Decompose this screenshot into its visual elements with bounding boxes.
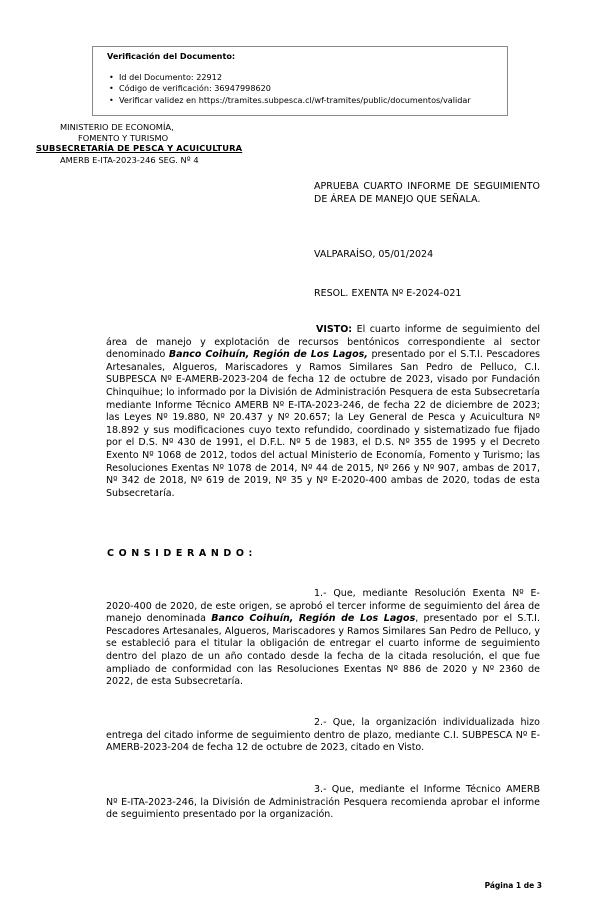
- considerando-paragraph-1: [106, 588, 540, 689]
- p1-text-a: 1.- Que, mediante Resolución Exenta Nº E-2020-400 de 2020, de este origen, se aprobó el tercer informe de seguimiento del área de manejo denominada: [106, 588, 540, 625]
- considerando-heading: CONSIDERANDO:: [107, 548, 257, 559]
- amerb-reference: AMERB E-ITA-2023-246 SEG. Nº 4: [60, 155, 199, 165]
- verification-link[interactable]: • Verificar validez en https://tramites.subpesca.cl/wf-tramites/public/documentos/validar: [119, 95, 507, 107]
- subsecretary-name: SUBSECRETARÍA DE PESCA Y ACUICULTURA: [36, 143, 243, 153]
- verification-box: [92, 46, 508, 116]
- verification-title: Verificación del Documento:: [107, 51, 236, 61]
- visto-emphasis: Banco Coihuín, Región de Los Lagos,: [168, 349, 368, 361]
- verification-list: [107, 72, 507, 107]
- document-id: • Id del Documento: 22912: [119, 72, 507, 84]
- considerando-paragraph-2: 2.- Que, la organización individualizada hizo entrega del citado informe de seguimiento dentro de plazo, mediante C.I. SUBPESCA Nº E-AMERB-2023-204 de fecha 12 de octubre de 2023, citado en Visto.: [106, 717, 540, 754]
- ministry-line-2: FOMENTO Y TURISMO: [78, 133, 169, 143]
- considerando-paragraph-3: 3.- Que, mediante el Informe Técnico AMERB Nº E-ITA-2023-246, la División de Administración Pesquera recomienda aprobar el informe de seguimiento presentado por la organización.: [106, 784, 540, 821]
- page-number: Página 1 de 3: [484, 881, 542, 890]
- resolution-date: VALPARAÍSO, 05/01/2024: [314, 249, 434, 260]
- verification-code: • Código de verificación: 36947998620: [119, 83, 507, 95]
- visto-text-a: El cuarto informe de seguimiento del área de manejo y explotación de recursos bentónicos correspondiente al sector denominado: [106, 324, 540, 361]
- p1-text-b: , presentado por el S.T.I. Pescadores Artesanales, Algueros, Mariscadores y Ramos Similares San Pedro de Pelluco, y se estableció para el titular la obligación de entregar el cuarto informe de seguimiento dentro del plazo de un año contado desde la fecha de la citada resolución, el que fue ampliado de conformidad con las Resoluciones Exentas Nº 886 de 2020 y Nº 2360 de 2022, de esta Subsecretaría.: [106, 613, 540, 688]
- visto-label: VISTO:: [316, 324, 353, 335]
- resolution-number: RESOL. EXENTA Nº E-2024-021: [314, 288, 462, 299]
- visto-paragraph: [106, 324, 540, 500]
- p1-emphasis: Banco Coihuín, Región de Los Lagos: [211, 613, 416, 625]
- resolution-subject: APRUEBA CUARTO INFORME DE SEGUIMIENTO DE ÁREA DE MANEJO QUE SEÑALA.: [314, 181, 540, 206]
- ministry-line-1: MINISTERIO DE ECONOMÍA,: [60, 122, 174, 132]
- visto-text-b: presentado por el S.T.I. Pescadores Artesanales, Algueros, Mariscadores y Ramos Similares San Pedro de Pelluco, C.I. SUBPESCA Nº E-AMERB-2023-204 de fecha 12 de octubre de 2023, visado por Fundación Chinquihue; lo informado por la División de Administración Pesquera de esta Subsecretaría mediante Informe Técnico AMERB Nº E-ITA-2023-246, de fecha 22 de diciembre de 2023; las Leyes Nº 19.880, Nº 20.437 y Nº 20.657; la Ley General de Pesca y Acuicultura Nº 18.892 y sus modificaciones cuyo texto refundido, coordinado y sistematizado fue fijado por el D.S. Nº 430 de 1991, el D.F.L. Nº 5 de 1983, el D.S. Nº 355 de 1995 y el Decreto Exento Nº 1068 de 2012, todos del actual Ministerio de Economía, Fomento y Turismo; las Resoluciones Exentas Nº 1078 de 2014, Nº 44 de 2015, Nº 266 y Nº 907, ambas de 2017, Nº 342 de 2018, Nº 619 de 2019, Nº 35 y Nº E-2020-400 ambas de 2020, todas de esta Subsecretaría.: [106, 349, 540, 499]
